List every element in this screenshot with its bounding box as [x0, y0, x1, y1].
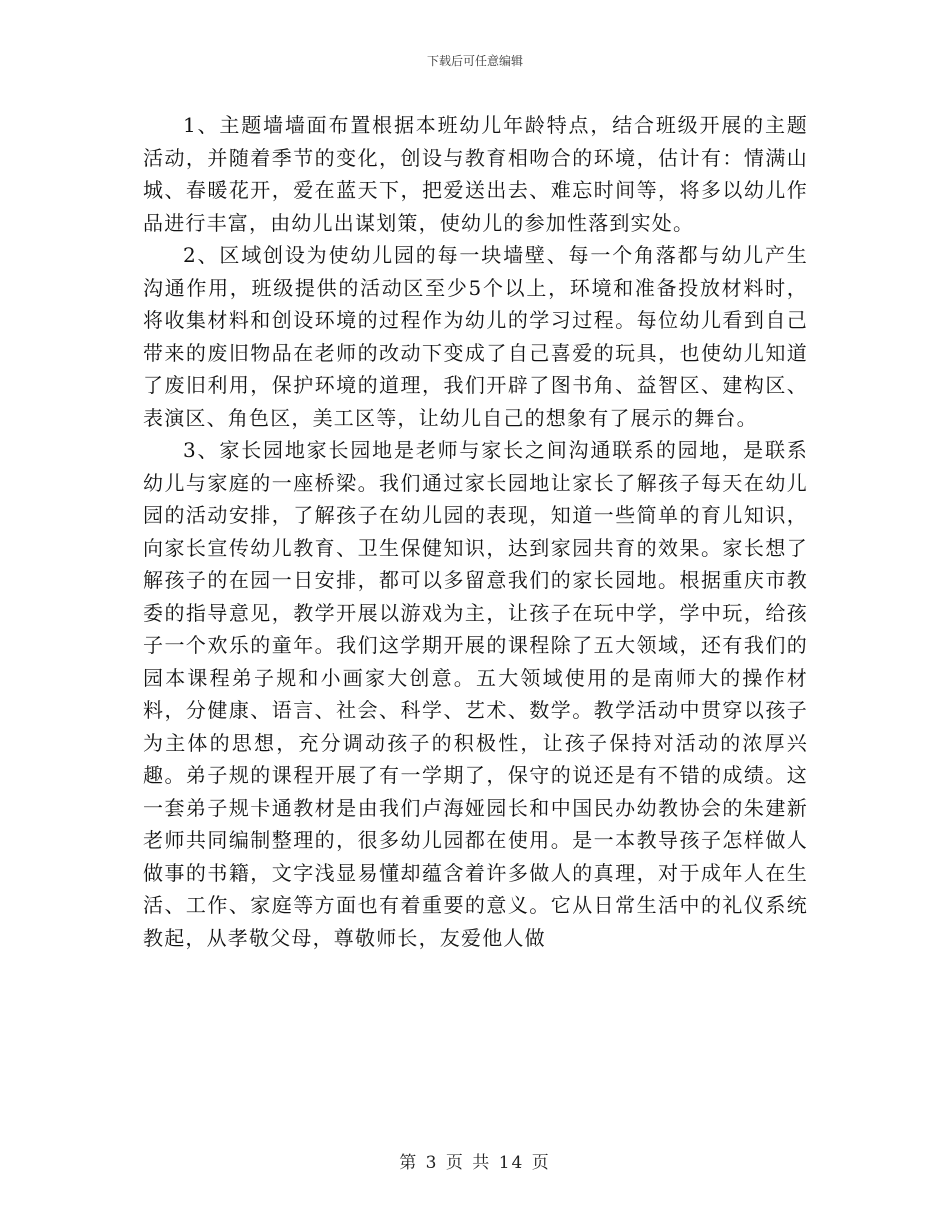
paragraph-1: 1、主题墙墙面布置根据本班幼儿年龄特点，结合班级开展的主题活动，并随着季节的变化，创设与教育相吻合的环境，估计有：情满山城、春暖花开，爱在蓝天下，把爱送出去、难忘时间等，将多以幼儿作品进行丰富，由幼儿出谋划策，使幼儿的参加性落到实处。 [143, 113, 808, 235]
document-body [143, 109, 808, 954]
page-footer: 第 3 页 共 14 页 [399, 1153, 551, 1173]
paragraph-2: 2、区域创设为使幼儿园的每一块墙壁、每一个角落都与幼儿产生沟通作用，班级提供的活动区至少5个以上，环境和准备投放材料时，将收集材料和创设环境的过程作为幼儿的学习过程。每位幼儿看到自己带来的废旧物品在老师的改动下变成了自己喜爱的玩具，也使幼儿知道了废旧利用，保护环境的道理，我们开辟了图书角、益智区、建构区、表演区、角色区，美工区等，让幼儿自己的想象有了展示的舞台。 [143, 243, 808, 430]
paragraph-3: 3、家长园地家长园地是老师与家长之间沟通联系的园地，是联系幼儿与家庭的一座桥梁。我们通过家长园地让家长了解孩子每天在幼儿园的活动安排，了解孩子在幼儿园的表现，知道一些简单的育儿知识，向家长宣传幼儿教育、卫生保健知识，达到家园共育的效果。家长想了解孩子的在园一日安排，都可以多留意我们的家长园地。根据重庆市教委的指导意见，教学开展以游戏为主，让孩子在玩中学，学中玩，给孩子一个欢乐的童年。我们这学期开展的课程除了五大领域，还有我们的园本课程弟子规和小画家大创意。五大领域使用的是南师大的操作材料，分健康、语言、社会、科学、艺术、数学。教学活动中贯穿以孩子为主体的思想，充分调动孩子的积极性，让孩子保持对活动的浓厚兴趣。弟子规的课程开展了有一学期了，保守的说还是有不错的成绩。这一套弟子规卡通教材是由我们卢海娅园长和中国民办幼教协会的朱建新老师共同编制整理的，很多幼儿园都在使用。是一本教导孩子怎样做人做事的书籍，文字浅显易懂却蕴含着许多做人的真理，对于成年人在生活、工作、家庭等方面也有着重要的意义。它从日常生活中的礼仪系统教起，从孝敬父母，尊敬师长，友爱他人做 [143, 438, 808, 950]
page-header: 下载后可任意编辑 [426, 54, 523, 68]
